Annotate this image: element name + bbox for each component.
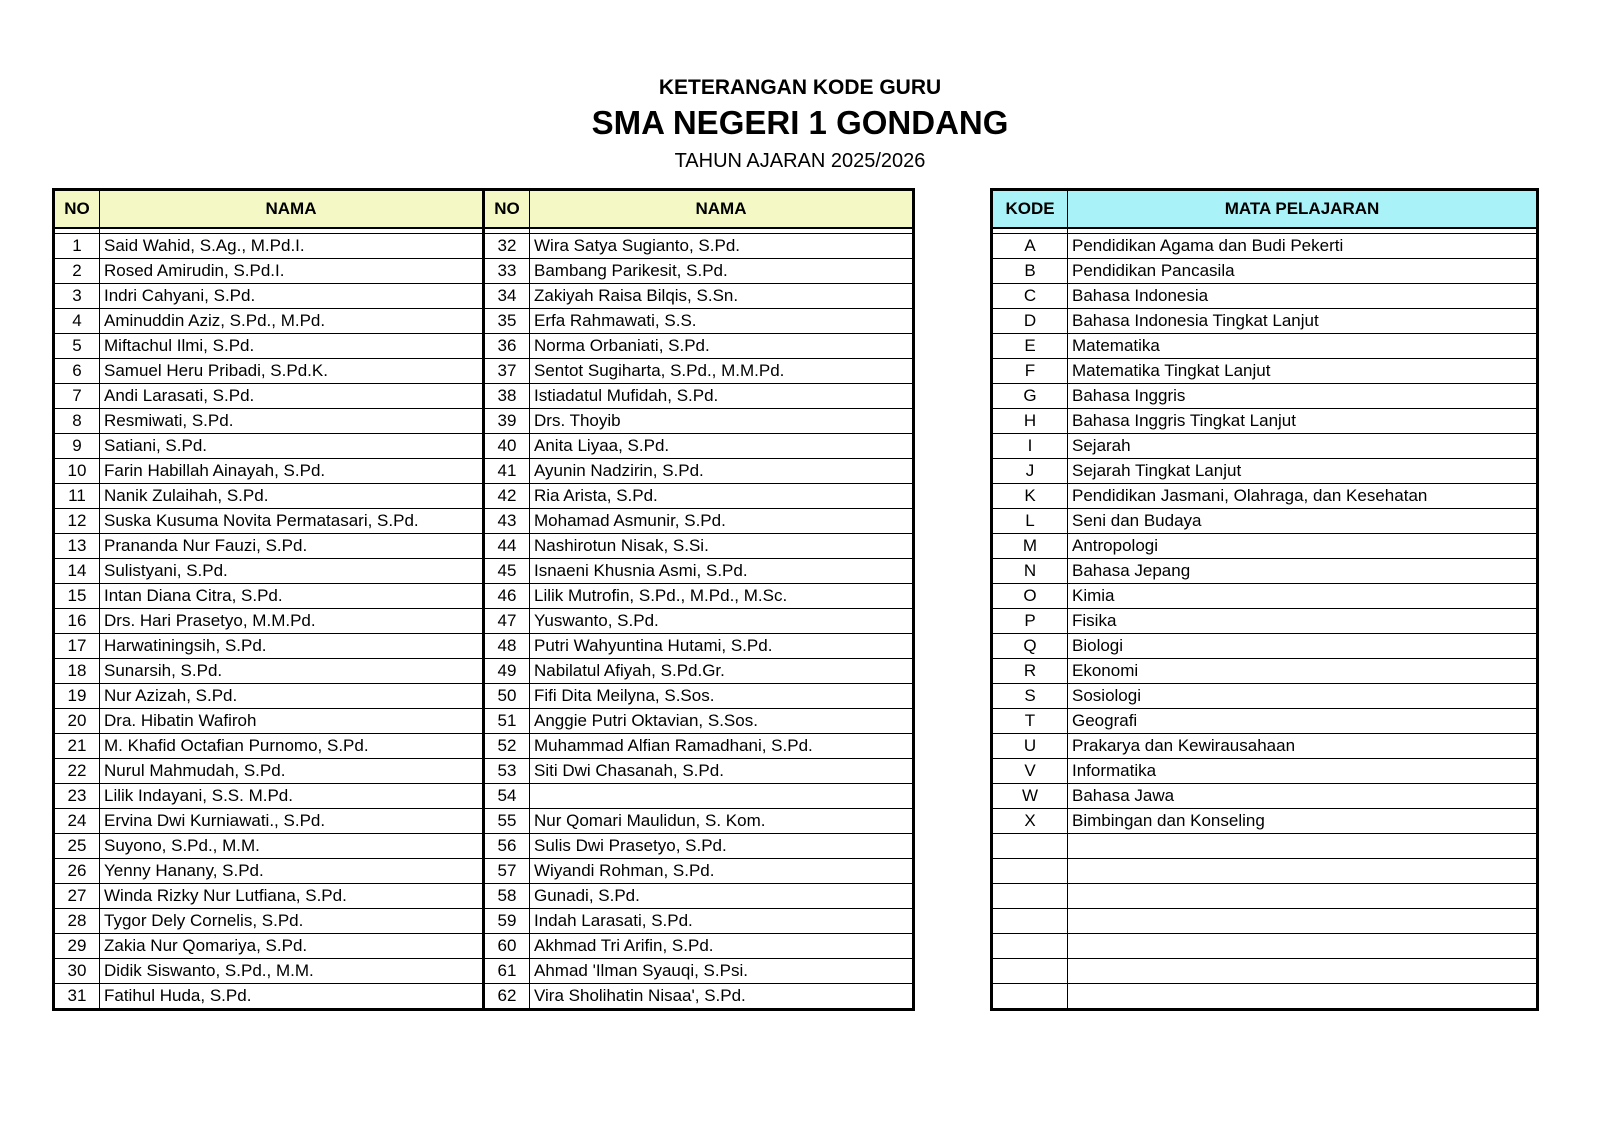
subject-name: Bahasa Indonesia Tingkat Lanjut	[1068, 309, 1538, 334]
teacher-no: 10	[54, 459, 100, 484]
subject-code-table	[990, 188, 1539, 1011]
teacher-row	[54, 909, 914, 934]
subject-name: Matematika	[1068, 334, 1538, 359]
teacher-no: 11	[54, 484, 100, 509]
teacher-row	[54, 684, 914, 709]
subject-code: L	[992, 509, 1068, 534]
teacher-no: 7	[54, 384, 100, 409]
teacher-name: Farin Habillah Ainayah, S.Pd.	[100, 459, 484, 484]
teacher-no: 42	[484, 484, 530, 509]
teacher-name: Nashirotun Nisak, S.Si.	[530, 534, 914, 559]
subject-name: Bimbingan dan Konseling	[1068, 809, 1538, 834]
subject-name: Sejarah Tingkat Lanjut	[1068, 459, 1538, 484]
teacher-name: Siti Dwi Chasanah, S.Pd.	[530, 759, 914, 784]
subject-name	[1068, 859, 1538, 884]
col-header-code: KODE	[992, 190, 1068, 229]
col-header-name-2: NAMA	[530, 190, 914, 229]
teacher-no: 58	[484, 884, 530, 909]
teacher-row	[54, 809, 914, 834]
subject-name: Informatika	[1068, 759, 1538, 784]
subject-code	[992, 934, 1068, 959]
subject-name: Sosiologi	[1068, 684, 1538, 709]
teacher-name: Wiyandi Rohman, S.Pd.	[530, 859, 914, 884]
teacher-name: Nur Azizah, S.Pd.	[100, 684, 484, 709]
teacher-name: Suyono, S.Pd., M.M.	[100, 834, 484, 859]
teacher-row	[54, 584, 914, 609]
teacher-no: 18	[54, 659, 100, 684]
teacher-no: 31	[54, 984, 100, 1010]
teacher-no: 54	[484, 784, 530, 809]
teacher-row	[54, 609, 914, 634]
teacher-no: 56	[484, 834, 530, 859]
teacher-name: Said Wahid, S.Ag., M.Pd.I.	[100, 234, 484, 259]
subject-name: Sejarah	[1068, 434, 1538, 459]
subject-code	[992, 834, 1068, 859]
subject-code: S	[992, 684, 1068, 709]
teacher-name: Dra. Hibatin Wafiroh	[100, 709, 484, 734]
teacher-no: 57	[484, 859, 530, 884]
teacher-no: 20	[54, 709, 100, 734]
teacher-name: Erfa Rahmawati, S.S.	[530, 309, 914, 334]
teacher-no: 13	[54, 534, 100, 559]
subject-name: Biologi	[1068, 634, 1538, 659]
subject-row	[992, 409, 1538, 434]
subject-name: Bahasa Inggris	[1068, 384, 1538, 409]
teacher-row	[54, 309, 914, 334]
teacher-row	[54, 409, 914, 434]
teacher-no: 19	[54, 684, 100, 709]
subject-code: O	[992, 584, 1068, 609]
teacher-name: Aminuddin Aziz, S.Pd., M.Pd.	[100, 309, 484, 334]
teacher-no: 29	[54, 934, 100, 959]
teacher-name: Samuel Heru Pribadi, S.Pd.K.	[100, 359, 484, 384]
teacher-row	[54, 759, 914, 784]
teacher-no: 1	[54, 234, 100, 259]
teacher-name: Mohamad Asmunir, S.Pd.	[530, 509, 914, 534]
teacher-name: Nanik Zulaihah, S.Pd.	[100, 484, 484, 509]
teacher-name: Yuswanto, S.Pd.	[530, 609, 914, 634]
teacher-row	[54, 709, 914, 734]
teacher-name: Bambang Parikesit, S.Pd.	[530, 259, 914, 284]
subject-row	[992, 959, 1538, 984]
teacher-no: 60	[484, 934, 530, 959]
teacher-name: Andi Larasati, S.Pd.	[100, 384, 484, 409]
teacher-no: 44	[484, 534, 530, 559]
teacher-no: 12	[54, 509, 100, 534]
subject-name: Kimia	[1068, 584, 1538, 609]
teacher-name: Miftachul Ilmi, S.Pd.	[100, 334, 484, 359]
teacher-name: M. Khafid Octafian Purnomo, S.Pd.	[100, 734, 484, 759]
subject-row	[992, 609, 1538, 634]
teacher-name: Resmiwati, S.Pd.	[100, 409, 484, 434]
teacher-row	[54, 934, 914, 959]
teacher-name: Istiadatul Mufidah, S.Pd.	[530, 384, 914, 409]
teacher-name: Didik Siswanto, S.Pd., M.M.	[100, 959, 484, 984]
subject-name: Pendidikan Pancasila	[1068, 259, 1538, 284]
academic-year: TAHUN AJARAN 2025/2026	[674, 150, 926, 172]
teacher-name: Sentot Sugiharta, S.Pd., M.M.Pd.	[530, 359, 914, 384]
teacher-name: Intan Diana Citra, S.Pd.	[100, 584, 484, 609]
teacher-no: 62	[484, 984, 530, 1010]
subject-table-header	[992, 190, 1538, 229]
subject-name: Bahasa Inggris Tingkat Lanjut	[1068, 409, 1538, 434]
subject-code: F	[992, 359, 1068, 384]
school-name: SMA NEGERI 1 GONDANG	[591, 104, 1009, 141]
teacher-name: Anggie Putri Oktavian, S.Sos.	[530, 709, 914, 734]
teacher-row	[54, 559, 914, 584]
teacher-no: 49	[484, 659, 530, 684]
teacher-name: Akhmad Tri Arifin, S.Pd.	[530, 934, 914, 959]
subject-name	[1068, 909, 1538, 934]
teacher-name: Nur Qomari Maulidun, S. Kom.	[530, 809, 914, 834]
subject-code: D	[992, 309, 1068, 334]
teacher-no: 53	[484, 759, 530, 784]
subject-row	[992, 384, 1538, 409]
subject-row	[992, 309, 1538, 334]
subject-code	[992, 859, 1068, 884]
subject-row	[992, 234, 1538, 259]
col-header-name: NAMA	[100, 190, 484, 229]
teacher-no: 37	[484, 359, 530, 384]
subject-code: B	[992, 259, 1068, 284]
teacher-row	[54, 834, 914, 859]
teacher-row	[54, 334, 914, 359]
teacher-no: 55	[484, 809, 530, 834]
subject-code: G	[992, 384, 1068, 409]
teacher-name: Yenny Hanany, S.Pd.	[100, 859, 484, 884]
subject-row	[992, 534, 1538, 559]
subject-row	[992, 659, 1538, 684]
teacher-name: Sulistyani, S.Pd.	[100, 559, 484, 584]
subject-row	[992, 284, 1538, 309]
teacher-no: 16	[54, 609, 100, 634]
subject-name: Pendidikan Jasmani, Olahraga, dan Kesehatan	[1068, 484, 1538, 509]
teacher-no: 3	[54, 284, 100, 309]
teacher-name: Muhammad Alfian Ramadhani, S.Pd.	[530, 734, 914, 759]
teacher-name: Indah Larasati, S.Pd.	[530, 909, 914, 934]
subject-name	[1068, 984, 1538, 1010]
teacher-row	[54, 459, 914, 484]
subject-name: Antropologi	[1068, 534, 1538, 559]
teacher-no: 15	[54, 584, 100, 609]
teacher-row	[54, 959, 914, 984]
teacher-no: 45	[484, 559, 530, 584]
teacher-no: 25	[54, 834, 100, 859]
teacher-no: 41	[484, 459, 530, 484]
teacher-no: 26	[54, 859, 100, 884]
subject-name: Prakarya dan Kewirausahaan	[1068, 734, 1538, 759]
teacher-no: 48	[484, 634, 530, 659]
subject-code: X	[992, 809, 1068, 834]
subject-row	[992, 684, 1538, 709]
subject-row	[992, 809, 1538, 834]
teacher-name: Vira Sholihatin Nisaa', S.Pd.	[530, 984, 914, 1010]
teacher-row	[54, 984, 914, 1010]
teacher-row	[54, 859, 914, 884]
teacher-name: Wira Satya Sugianto, S.Pd.	[530, 234, 914, 259]
teacher-no: 43	[484, 509, 530, 534]
teacher-no: 2	[54, 259, 100, 284]
teacher-name: Sunarsih, S.Pd.	[100, 659, 484, 684]
subject-row	[992, 784, 1538, 809]
subject-name: Seni dan Budaya	[1068, 509, 1538, 534]
subject-row	[992, 834, 1538, 859]
subject-row	[992, 859, 1538, 884]
teacher-name: Suska Kusuma Novita Permatasari, S.Pd.	[100, 509, 484, 534]
subject-name: Bahasa Jepang	[1068, 559, 1538, 584]
subject-code: A	[992, 234, 1068, 259]
teacher-no: 59	[484, 909, 530, 934]
subject-row	[992, 909, 1538, 934]
subject-row	[992, 884, 1538, 909]
subject-name	[1068, 884, 1538, 909]
teacher-no: 39	[484, 409, 530, 434]
subject-row	[992, 984, 1538, 1010]
teacher-no: 22	[54, 759, 100, 784]
teacher-no: 21	[54, 734, 100, 759]
teacher-row	[54, 634, 914, 659]
subject-name: Ekonomi	[1068, 659, 1538, 684]
teacher-no: 33	[484, 259, 530, 284]
subject-row	[992, 584, 1538, 609]
teacher-no: 17	[54, 634, 100, 659]
teacher-name: Lilik Indayani, S.S. M.Pd.	[100, 784, 484, 809]
subject-code	[992, 984, 1068, 1010]
teacher-name: Winda Rizky Nur Lutfiana, S.Pd.	[100, 884, 484, 909]
teacher-name: Gunadi, S.Pd.	[530, 884, 914, 909]
subject-row	[992, 334, 1538, 359]
subject-row	[992, 934, 1538, 959]
document-subtitle: KETERANGAN KODE GURU	[658, 76, 942, 99]
teacher-name: Drs. Thoyib	[530, 409, 914, 434]
subject-row	[992, 434, 1538, 459]
subject-code: H	[992, 409, 1068, 434]
teacher-no: 34	[484, 284, 530, 309]
teacher-name: Lilik Mutrofin, S.Pd., M.Pd., M.Sc.	[530, 584, 914, 609]
teacher-no: 8	[54, 409, 100, 434]
teacher-row	[54, 384, 914, 409]
subject-code: M	[992, 534, 1068, 559]
teacher-row	[54, 259, 914, 284]
teacher-row	[54, 434, 914, 459]
teacher-no: 24	[54, 809, 100, 834]
teacher-no: 38	[484, 384, 530, 409]
subject-row	[992, 559, 1538, 584]
teacher-name: Zakia Nur Qomariya, S.Pd.	[100, 934, 484, 959]
teacher-name: Ria Arista, S.Pd.	[530, 484, 914, 509]
teacher-name: Fifi Dita Meilyna, S.Sos.	[530, 684, 914, 709]
teacher-name: Isnaeni Khusnia Asmi, S.Pd.	[530, 559, 914, 584]
teacher-no: 52	[484, 734, 530, 759]
subject-code: Q	[992, 634, 1068, 659]
subject-code: J	[992, 459, 1068, 484]
teacher-name: Nurul Mahmudah, S.Pd.	[100, 759, 484, 784]
subject-row	[992, 484, 1538, 509]
teacher-no: 40	[484, 434, 530, 459]
subject-code: T	[992, 709, 1068, 734]
teacher-name: Ervina Dwi Kurniawati., S.Pd.	[100, 809, 484, 834]
subject-row	[992, 259, 1538, 284]
teacher-name: Drs. Hari Prasetyo, M.M.Pd.	[100, 609, 484, 634]
subject-code: I	[992, 434, 1068, 459]
subject-code: V	[992, 759, 1068, 784]
teacher-row	[54, 484, 914, 509]
subject-name: Pendidikan Agama dan Budi Pekerti	[1068, 234, 1538, 259]
teacher-row	[54, 734, 914, 759]
subject-name	[1068, 959, 1538, 984]
teacher-name: Ayunin Nadzirin, S.Pd.	[530, 459, 914, 484]
teacher-no: 28	[54, 909, 100, 934]
teacher-no: 50	[484, 684, 530, 709]
teacher-name	[530, 784, 914, 809]
teacher-no: 61	[484, 959, 530, 984]
subject-row	[992, 459, 1538, 484]
subject-code: K	[992, 484, 1068, 509]
teacher-table-header	[54, 190, 914, 229]
teacher-no: 27	[54, 884, 100, 909]
teacher-name: Norma Orbaniati, S.Pd.	[530, 334, 914, 359]
subject-code: R	[992, 659, 1068, 684]
teacher-name: Ahmad 'Ilman Syauqi, S.Psi.	[530, 959, 914, 984]
subject-row	[992, 634, 1538, 659]
teacher-no: 30	[54, 959, 100, 984]
subject-row	[992, 709, 1538, 734]
teacher-name: Satiani, S.Pd.	[100, 434, 484, 459]
teacher-no: 36	[484, 334, 530, 359]
teacher-no: 23	[54, 784, 100, 809]
subject-code	[992, 959, 1068, 984]
col-header-no-2: NO	[484, 190, 530, 229]
teacher-no: 51	[484, 709, 530, 734]
teacher-no: 6	[54, 359, 100, 384]
subject-row	[992, 734, 1538, 759]
teacher-no: 32	[484, 234, 530, 259]
teacher-no: 35	[484, 309, 530, 334]
teacher-name: Prananda Nur Fauzi, S.Pd.	[100, 534, 484, 559]
teacher-row	[54, 534, 914, 559]
subject-row	[992, 509, 1538, 534]
subject-code: C	[992, 284, 1068, 309]
subject-code: E	[992, 334, 1068, 359]
subject-code: U	[992, 734, 1068, 759]
subject-name	[1068, 934, 1538, 959]
teacher-code-table	[52, 188, 915, 1011]
teacher-row	[54, 509, 914, 534]
teacher-row	[54, 884, 914, 909]
subject-name: Bahasa Indonesia	[1068, 284, 1538, 309]
teacher-row	[54, 234, 914, 259]
teacher-name: Anita Liyaa, S.Pd.	[530, 434, 914, 459]
teacher-no: 9	[54, 434, 100, 459]
subject-name: Fisika	[1068, 609, 1538, 634]
teacher-name: Tygor Dely Cornelis, S.Pd.	[100, 909, 484, 934]
teacher-no: 14	[54, 559, 100, 584]
teacher-name: Nabilatul Afiyah, S.Pd.Gr.	[530, 659, 914, 684]
col-header-subject: MATA PELAJARAN	[1068, 190, 1538, 229]
teacher-row	[54, 659, 914, 684]
teacher-name: Zakiyah Raisa Bilqis, S.Sn.	[530, 284, 914, 309]
subject-code	[992, 909, 1068, 934]
teacher-name: Indri Cahyani, S.Pd.	[100, 284, 484, 309]
teacher-row	[54, 359, 914, 384]
teacher-name: Fatihul Huda, S.Pd.	[100, 984, 484, 1010]
teacher-name: Sulis Dwi Prasetyo, S.Pd.	[530, 834, 914, 859]
subject-code: N	[992, 559, 1068, 584]
teacher-row	[54, 784, 914, 809]
subject-row	[992, 759, 1538, 784]
teacher-no: 47	[484, 609, 530, 634]
teacher-row	[54, 284, 914, 309]
subject-code: P	[992, 609, 1068, 634]
teacher-no: 4	[54, 309, 100, 334]
teacher-name: Rosed Amirudin, S.Pd.I.	[100, 259, 484, 284]
subject-name: Bahasa Jawa	[1068, 784, 1538, 809]
subject-name: Geografi	[1068, 709, 1538, 734]
subject-row	[992, 359, 1538, 384]
subject-name	[1068, 834, 1538, 859]
teacher-name: Putri Wahyuntina Hutami, S.Pd.	[530, 634, 914, 659]
teacher-no: 46	[484, 584, 530, 609]
teacher-no: 5	[54, 334, 100, 359]
col-header-no: NO	[54, 190, 100, 229]
subject-code	[992, 884, 1068, 909]
subject-code: W	[992, 784, 1068, 809]
teacher-name: Harwatiningsih, S.Pd.	[100, 634, 484, 659]
subject-name: Matematika Tingkat Lanjut	[1068, 359, 1538, 384]
